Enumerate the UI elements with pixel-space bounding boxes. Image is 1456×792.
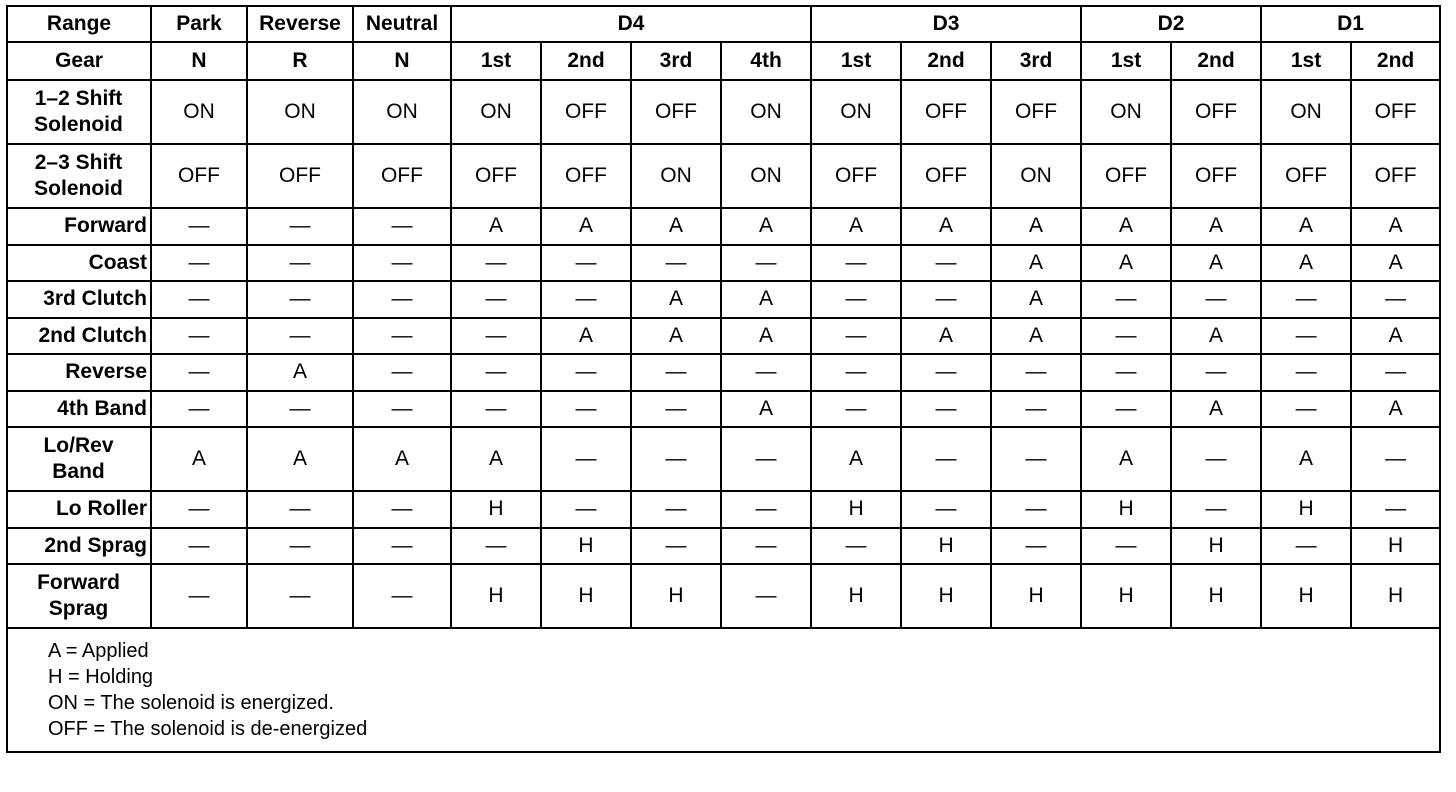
table-cell: — [991,354,1081,391]
table-row [7,528,1440,565]
table-cell: H [1351,564,1440,628]
table-cell: — [1081,318,1171,355]
range-d1: D1 [1261,6,1440,42]
table-cell: — [247,245,353,282]
table-cell: — [901,391,991,428]
gear-cell: 1st [1081,42,1171,80]
row-label-line: Lo/Rev [43,433,114,457]
table-cell: — [541,354,631,391]
table-cell: — [631,354,721,391]
table-cell: — [151,391,247,428]
table-cell: — [991,491,1081,528]
table-row [7,391,1440,428]
table-cell: ON [1261,80,1351,144]
row-label [7,391,151,428]
table-cell: A [631,281,721,318]
table-cell: A [721,318,811,355]
table-cell: A [991,245,1081,282]
range-park: Park [151,6,247,42]
table-cell: H [901,564,991,628]
table-cell: A [811,208,901,245]
table-cell: — [151,281,247,318]
row-label [7,245,151,282]
row-label-line: Forward [64,214,147,238]
table-cell: — [721,245,811,282]
table-cell: A [1171,208,1261,245]
range-header-row [7,6,1440,42]
table-cell: — [151,491,247,528]
table-cell: H [1081,564,1171,628]
table-cell: — [811,318,901,355]
table-cell: — [1351,354,1440,391]
table-cell: A [1171,245,1261,282]
gear-header-row [7,42,1440,80]
table-cell: A [541,318,631,355]
table-cell: — [541,281,631,318]
table-cell: A [1171,318,1261,355]
table-cell: — [991,528,1081,565]
row-label-line: Solenoid [34,177,123,200]
row-label-line: 1–2 Shift [34,86,123,110]
table-cell: — [721,491,811,528]
table-cell: A [631,208,721,245]
table-cell: — [1171,281,1261,318]
table-cell: — [901,281,991,318]
table-cell: A [1351,245,1440,282]
table-cell: — [451,318,541,355]
table-cell: — [151,208,247,245]
table-cell: — [353,354,451,391]
table-cell: H [451,491,541,528]
table-cell: — [631,427,721,491]
table-cell: H [1171,564,1261,628]
table-cell: — [721,528,811,565]
row-label [7,427,151,491]
table-cell: — [631,491,721,528]
table-cell: A [541,208,631,245]
row-label-line: 4th Band [57,396,147,420]
table-cell: — [541,491,631,528]
table-cell: ON [1081,80,1171,144]
range-d3: D3 [811,6,1081,42]
table-cell: — [1261,391,1351,428]
table-cell: — [631,528,721,565]
table-cell: OFF [247,144,353,208]
table-row [7,354,1440,391]
row-label [7,318,151,355]
gear-cell: 2nd [1351,42,1440,80]
gear-cell: 2nd [901,42,991,80]
table-cell: A [991,318,1081,355]
table-cell: A [247,354,353,391]
table-cell: OFF [541,144,631,208]
table-cell: A [721,208,811,245]
gear-cell: 2nd [1171,42,1261,80]
table-cell: — [451,354,541,391]
row-label [7,491,151,528]
table-cell: — [247,528,353,565]
table-cell: A [721,281,811,318]
table-cell: — [631,391,721,428]
gear-cell: N [353,42,451,80]
table-cell: OFF [901,144,991,208]
table-cell: — [1171,491,1261,528]
table-cell: A [901,208,991,245]
table-cell: — [451,281,541,318]
table-cell: H [811,564,901,628]
table-cell: A [1171,391,1261,428]
table-cell: A [1351,208,1440,245]
table-cell: ON [721,80,811,144]
legend-row [7,628,1440,752]
table-cell: — [247,281,353,318]
table-cell: ON [247,80,353,144]
table-cell: H [811,491,901,528]
table-cell: — [1261,318,1351,355]
gear-cell: N [151,42,247,80]
row-label [7,564,151,628]
table-cell: — [1081,528,1171,565]
row-label-line: 2nd Clutch [38,323,147,347]
table-cell: H [991,564,1081,628]
range-reverse: Reverse [247,6,353,42]
table-cell: — [541,245,631,282]
table-cell: A [1081,427,1171,491]
table-cell: ON [353,80,451,144]
table-cell: A [631,318,721,355]
table-cell: OFF [1171,80,1261,144]
gear-cell: 3rd [631,42,721,80]
table-cell: ON [451,80,541,144]
table-cell: OFF [1171,144,1261,208]
table-cell: — [901,354,991,391]
row-label [7,80,151,144]
table-cell: — [247,318,353,355]
table-cell: — [353,491,451,528]
table-cell: A [451,427,541,491]
table-row [7,564,1440,628]
table-cell: H [451,564,541,628]
row-label [7,354,151,391]
table-cell: — [541,391,631,428]
table-cell: A [811,427,901,491]
table-cell: — [247,391,353,428]
table-cell: — [151,318,247,355]
gear-cell: 1st [451,42,541,80]
table-cell: ON [631,144,721,208]
row-label-line: Lo Roller [55,497,147,521]
table-cell: A [151,427,247,491]
table-cell: — [1261,354,1351,391]
table-cell: ON [991,144,1081,208]
table-cell: ON [811,80,901,144]
table-cell: A [451,208,541,245]
table-body [7,6,1440,752]
table-cell: — [1171,427,1261,491]
table-cell: — [247,491,353,528]
table-cell: OFF [991,80,1081,144]
table-cell: — [721,354,811,391]
table-row [7,491,1440,528]
table-cell: — [721,427,811,491]
table-cell: — [721,564,811,628]
table-cell: A [991,208,1081,245]
table-cell: — [151,354,247,391]
table-cell: OFF [631,80,721,144]
table-cell: OFF [151,144,247,208]
row-label-line: Reverse [65,360,147,384]
range-d4: D4 [451,6,811,42]
table-cell: A [991,281,1081,318]
table-cell: A [1261,208,1351,245]
table-cell: — [1081,281,1171,318]
gear-header-label: Gear [7,42,151,80]
table-row [7,318,1440,355]
table-cell: — [901,245,991,282]
row-label [7,528,151,565]
table-cell: H [1081,491,1171,528]
table-cell: A [1351,318,1440,355]
legend [7,628,1440,752]
table-row [7,80,1440,144]
row-label-line: 2–3 Shift [34,150,123,174]
table-cell: OFF [451,144,541,208]
range-neutral: Neutral [353,6,451,42]
table-cell: ON [721,144,811,208]
table-cell: A [1081,208,1171,245]
table-cell: — [451,245,541,282]
table-cell: — [811,391,901,428]
table-cell: — [353,391,451,428]
gear-cell: 1st [1261,42,1351,80]
table-cell: — [811,245,901,282]
table-cell: A [1351,391,1440,428]
table-cell: — [1351,281,1440,318]
table-cell: — [247,208,353,245]
table-cell: — [991,427,1081,491]
table-cell: A [353,427,451,491]
table-cell: — [1261,281,1351,318]
table-cell: A [247,427,353,491]
table-cell: H [541,528,631,565]
range-header-label: Range [7,6,151,42]
table-cell: — [901,491,991,528]
table-cell: — [901,427,991,491]
table-cell: — [353,281,451,318]
legend-applied: A = Applied [48,640,149,662]
table-cell: OFF [1351,80,1440,144]
table-cell: — [1261,528,1351,565]
table-cell: — [1351,427,1440,491]
row-label-line: Band [52,460,105,483]
table-cell: H [1171,528,1261,565]
table-cell: — [353,245,451,282]
row-label-line: Solenoid [34,113,123,136]
table-row [7,144,1440,208]
solenoid-clutch-application-table [6,5,1441,753]
table-cell: — [1171,354,1261,391]
gear-cell: 3rd [991,42,1081,80]
range-d2: D2 [1081,6,1261,42]
table-cell: — [353,208,451,245]
table-cell: — [811,281,901,318]
row-label [7,144,151,208]
table-cell: H [1261,491,1351,528]
table-cell: — [353,528,451,565]
table-cell: — [353,564,451,628]
table-cell: — [151,564,247,628]
row-label [7,281,151,318]
table-cell: OFF [901,80,991,144]
gear-cell: 1st [811,42,901,80]
table-cell: — [811,354,901,391]
gear-cell: R [247,42,353,80]
table-cell: OFF [353,144,451,208]
table-cell: — [631,245,721,282]
table-cell: — [1351,491,1440,528]
table-row [7,427,1440,491]
legend-holding: H = Holding [48,666,154,688]
table-cell: H [541,564,631,628]
row-label [7,208,151,245]
table-cell: — [151,245,247,282]
table-cell: A [1261,427,1351,491]
row-label-line: Coast [88,250,147,274]
row-label-line: Sprag [48,597,109,620]
shift-chart [6,5,1439,753]
table-cell: OFF [1351,144,1440,208]
table-cell: H [901,528,991,565]
table-cell: A [1261,245,1351,282]
gear-cell: 4th [721,42,811,80]
table-cell: — [541,427,631,491]
table-cell: OFF [811,144,901,208]
table-cell: OFF [1261,144,1351,208]
table-cell: H [1351,528,1440,565]
table-cell: — [1081,391,1171,428]
table-cell: — [991,391,1081,428]
table-cell: — [451,528,541,565]
legend-on: ON = The solenoid is energized. [48,692,334,714]
table-cell: H [1261,564,1351,628]
table-cell: ON [151,80,247,144]
gear-cell: 2nd [541,42,631,80]
table-cell: OFF [1081,144,1171,208]
legend-off: OFF = The solenoid is de-energized [48,718,368,740]
table-row [7,245,1440,282]
row-label-line: Forward [37,570,120,594]
table-cell: — [353,318,451,355]
table-cell: — [811,528,901,565]
table-cell: A [1081,245,1171,282]
table-row [7,281,1440,318]
row-label-line: 3rd Clutch [43,287,147,311]
table-cell: — [151,528,247,565]
table-cell: — [1081,354,1171,391]
table-cell: — [451,391,541,428]
table-cell: A [721,391,811,428]
row-label-line: 2nd Sprag [44,533,147,557]
table-cell: H [631,564,721,628]
table-cell: A [901,318,991,355]
table-cell: OFF [541,80,631,144]
table-cell: — [247,564,353,628]
table-row [7,208,1440,245]
